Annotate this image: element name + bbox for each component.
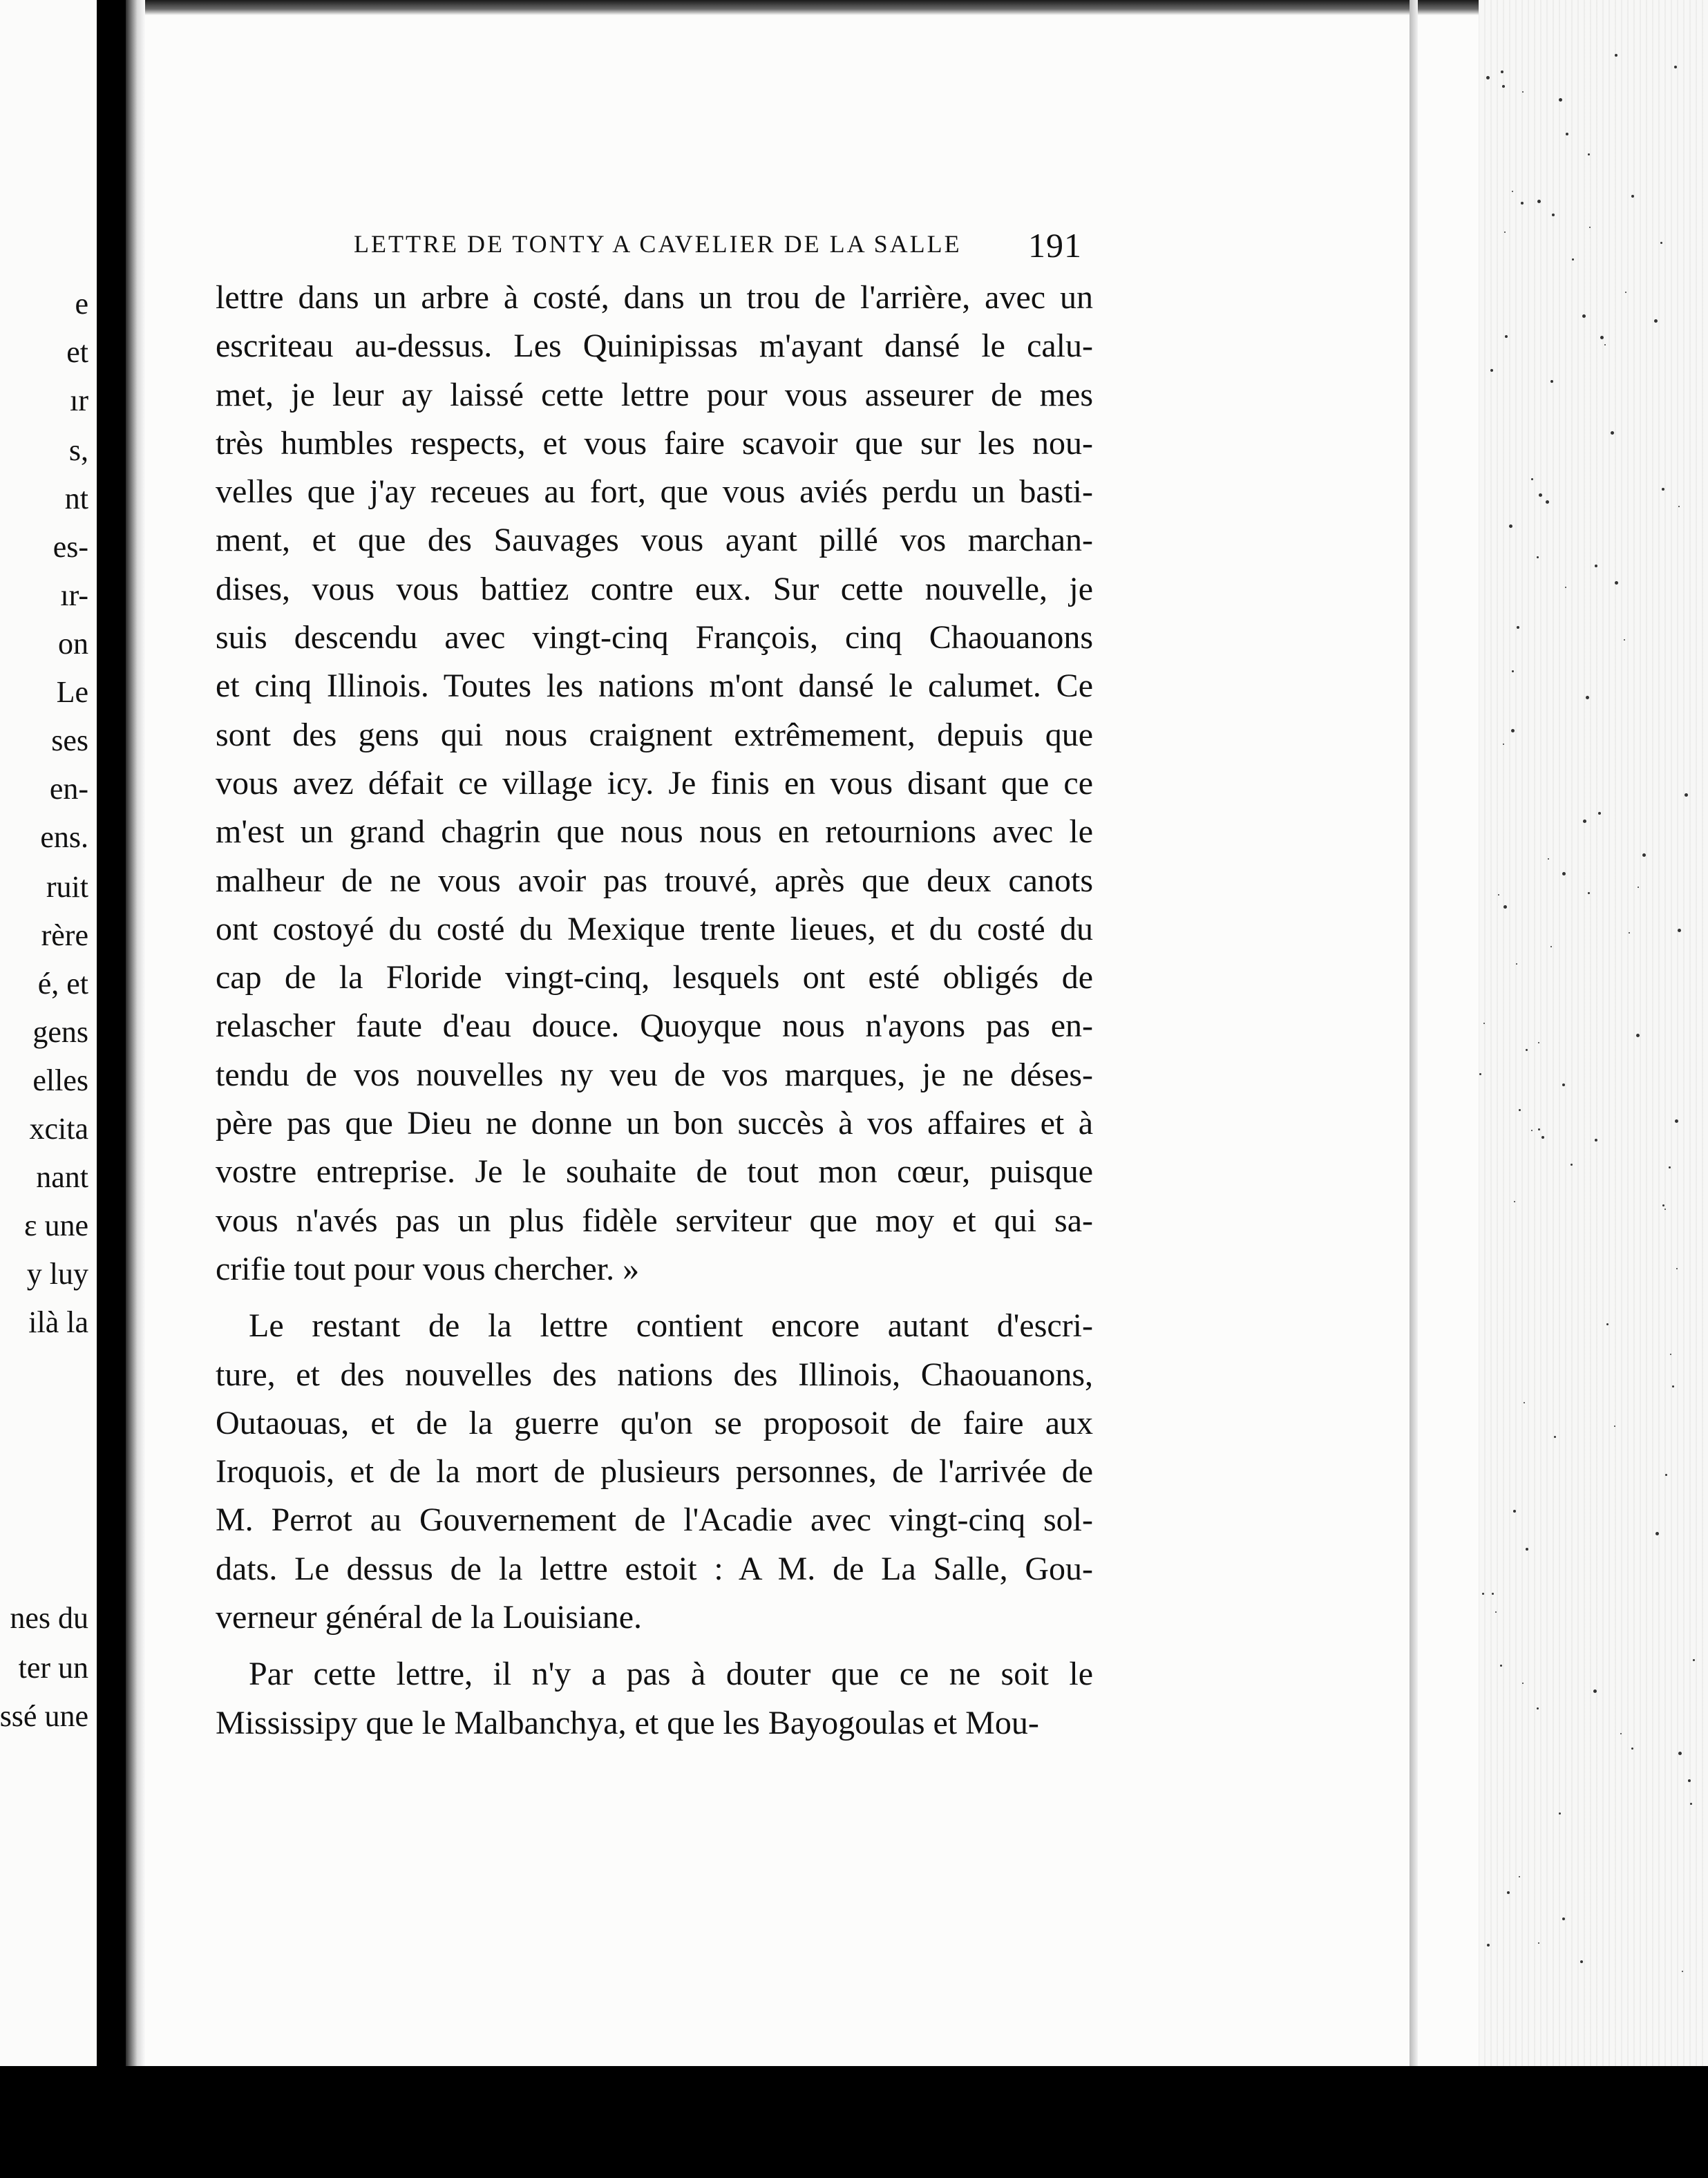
paper-speckle: [1537, 200, 1541, 203]
text-line: vous n'avés pas un plus fidèle serviteur que moy et qui sa-: [216, 1202, 1093, 1239]
left-page-line-fragment: ter un: [18, 1651, 88, 1685]
paper-speckle: [1490, 369, 1493, 372]
paper-speckle: [1522, 91, 1524, 93]
paper-speckle: [1500, 1665, 1502, 1667]
left-page-line-fragment: ses: [51, 723, 88, 757]
paper-speckle: [1483, 1023, 1485, 1024]
paper-speckle: [1595, 565, 1597, 567]
paper-speckle: [1614, 1426, 1615, 1427]
paper-speckle: [1678, 1752, 1682, 1755]
left-page-line-fragment: é, et: [37, 967, 88, 1001]
left-page-line-fragment: ssé une: [0, 1699, 88, 1733]
paper-speckle: [1479, 1073, 1481, 1075]
left-page-line-fragment: nes du: [10, 1601, 88, 1635]
text-line: velles que j'ay receues au fort, que vous aviés perdu un basti-: [216, 473, 1093, 511]
paper-speckle: [1505, 335, 1508, 338]
left-page-line-fragment: ır: [70, 383, 88, 417]
paper-speckle: [1586, 696, 1589, 699]
paper-speckle: [1682, 1971, 1683, 1972]
left-page-line-fragment: xcita: [29, 1112, 88, 1146]
paper-speckle: [1566, 133, 1568, 135]
paper-speckle: [1538, 1128, 1540, 1130]
paper-speckle: [1512, 191, 1513, 192]
paper-speckle: [1600, 336, 1604, 339]
paper-speckle: [1501, 70, 1503, 73]
paper-speckle: [1685, 793, 1688, 797]
left-page-line-fragment: ilà la: [28, 1305, 88, 1339]
text-line: met, je leur ay laissé cette lettre pour vous asseurer de mes: [216, 376, 1093, 413]
text-line: tendu de vos nouvelles ny veu de vos marques, je ne déses-: [216, 1056, 1093, 1093]
left-page-line-fragment: et: [66, 335, 88, 369]
paper-speckle: [1670, 1354, 1671, 1355]
left-page-line-fragment: y luy: [26, 1257, 88, 1291]
left-page-line-fragment: ens.: [40, 820, 88, 854]
paper-speckle: [1550, 380, 1553, 383]
paper-speckle: [1486, 76, 1490, 79]
paper-speckle: [1593, 1689, 1597, 1693]
paper-speckle: [1539, 493, 1542, 497]
paper-speckle: [1598, 812, 1601, 815]
paper-speckle: [1588, 892, 1590, 894]
text-line: sont des gens qui nous craignent extrêmement, depuis que: [216, 716, 1093, 753]
stack-shadow: [1410, 0, 1418, 2066]
paper-speckle: [1606, 1323, 1609, 1325]
paper-speckle: [1526, 1548, 1528, 1551]
left-page-line-fragment: s,: [68, 433, 88, 467]
paper-speckle: [1620, 1733, 1622, 1734]
paragraph: [216, 274, 1093, 1294]
paper-speckle: [1654, 319, 1658, 323]
paper-speckle: [1519, 1109, 1521, 1111]
paper-speckle: [1688, 1779, 1691, 1782]
paper-speckle: [1546, 500, 1549, 504]
paper-speckle: [1642, 853, 1646, 857]
paper-speckle: [1495, 1611, 1497, 1613]
paper-speckle: [1624, 639, 1625, 641]
paper-speckle: [1664, 1209, 1666, 1210]
paper-speckle: [1537, 1707, 1539, 1710]
text-line: vostre entreprise. Je le souhaite de tout mon cœur, puisque: [216, 1153, 1093, 1191]
paper-speckle: [1517, 626, 1519, 629]
text-line: ment, et que des Sauvages vous ayant pillé vos marchan-: [216, 522, 1093, 559]
text-line: très humbles respects, et vous faire scavoir que sur les nou-: [216, 424, 1093, 462]
paper-speckle: [1672, 1385, 1674, 1388]
left-page-line-fragment: e: [75, 287, 88, 321]
paper-speckle: [1595, 1139, 1597, 1142]
paper-speckle: [1669, 1166, 1671, 1168]
text-line: relascher faute d'eau douce. Quoyque nous n'ayons pas en-: [216, 1007, 1093, 1045]
left-page-line-fragment: ε une: [23, 1209, 88, 1242]
text-line: malheur de ne vous avoir pas trouvé, après que deux canots: [216, 862, 1093, 899]
text-line: lettre dans un arbre à costé, dans un trou de l'arrière, avec un: [216, 279, 1093, 316]
page-top-edge: [145, 0, 1479, 15]
paper-speckle: [1562, 1917, 1565, 1920]
paper-speckle: [1636, 1034, 1640, 1037]
paper-speckle: [1583, 820, 1586, 823]
text-line: verneur général de la Louisiane.: [216, 1599, 643, 1636]
paragraph: [216, 1302, 1093, 1642]
text-line: cap de la Floride vingt-cinq, lesquels ont esté obligés de: [216, 959, 1093, 996]
previous-page-fragment: [0, 0, 97, 2066]
text-line: ture, et des nouvelles des nations des Illinois, Chaouanons,: [216, 1356, 1093, 1393]
paper-speckle: [1580, 1960, 1583, 1963]
text-line: vous avez défait ce village icy. Je finis en vous disant que ce: [216, 764, 1093, 802]
left-page-line-fragment: nant: [36, 1160, 88, 1194]
left-page-line-fragment: en-: [49, 772, 88, 806]
paper-speckle: [1674, 66, 1677, 68]
paragraph-gap: [216, 1294, 1093, 1302]
text-line: Outaouas, et de la guerre qu'on se proposoit de faire aux: [216, 1404, 1093, 1441]
left-page-line-fragment: elles: [32, 1063, 88, 1097]
paper-speckle: [1503, 905, 1507, 909]
paper-speckle: [1615, 54, 1617, 57]
paper-speckle: [1559, 1812, 1561, 1815]
paper-speckle: [1675, 1119, 1678, 1123]
paper-speckle: [1519, 1876, 1520, 1877]
left-page-line-fragment: gens: [32, 1015, 88, 1049]
text-line: et cinq Illinois. Toutes les nations m'ont dansé le calumet. Ce: [216, 667, 1093, 705]
paragraph: [216, 1650, 1093, 1748]
page-curl-shadow: [126, 0, 145, 2066]
left-page-line-fragment: on: [58, 627, 88, 661]
text-line: père pas que Dieu ne donne un bon succès à vos affaires et à: [216, 1105, 1093, 1142]
paper-speckle: [1562, 872, 1566, 875]
book-gutter: [97, 0, 126, 2066]
paper-speckle: [1504, 231, 1506, 233]
text-line: M. Perrot au Gouvernement de l'Acadie avec vingt-cinq sol-: [216, 1502, 1093, 1539]
paper-speckle: [1512, 670, 1514, 672]
paper-speckle: [1678, 506, 1680, 507]
body-text: [216, 274, 1093, 1748]
paper-speckle: [1638, 887, 1639, 888]
paper-speckle: [1507, 1891, 1510, 1894]
paper-speckle: [1631, 195, 1634, 198]
paper-speckle: [1552, 214, 1555, 216]
paper-speckle: [1541, 1136, 1544, 1139]
paper-speckle: [1588, 153, 1590, 155]
paper-speckle: [1502, 85, 1505, 88]
paper-speckle: [1559, 98, 1562, 102]
paper-speckle: [1531, 478, 1533, 480]
text-line: Iroquois, et de la mort de plusieurs personnes, de l'arrivée de: [216, 1453, 1093, 1490]
paper-speckle: [1554, 1436, 1556, 1438]
paper-speckle: [1509, 524, 1512, 528]
paper-speckle: [1521, 202, 1524, 205]
scan-background: [0, 2066, 1708, 2178]
paper-speckle: [1562, 1083, 1565, 1086]
paper-speckle: [1498, 894, 1499, 896]
paper-speckle: [1572, 258, 1574, 261]
paper-speckle: [1589, 227, 1591, 228]
paper-speckle: [1531, 1130, 1533, 1131]
paper-speckle: [1631, 1748, 1633, 1750]
paper-speckle: [1537, 556, 1539, 558]
text-line: suis descendu avec vingt-cinq François, cinq Chaouanons: [216, 619, 1093, 656]
left-page-line-fragment: rère: [41, 918, 88, 952]
paper-speckle: [1629, 932, 1630, 934]
paper-speckle: [1511, 729, 1515, 732]
left-page-line-fragment: ruit: [46, 870, 88, 904]
paper-speckle: [1503, 744, 1504, 745]
text-line: dises, vous vous battiez contre eux. Sur cette nouvelle, je: [216, 570, 1093, 607]
paper-speckle: [1660, 242, 1662, 244]
paragraph-gap: [216, 1642, 1093, 1650]
paper-speckle: [1526, 1049, 1528, 1051]
paper-speckle: [1655, 1532, 1659, 1535]
paper-speckle: [1693, 1659, 1695, 1661]
text-line: ont costoyé du costé du Mexique trente lieues, et du costé du: [216, 910, 1093, 947]
paper-speckle: [1538, 1942, 1539, 1944]
paper-speckle: [1516, 963, 1517, 965]
paper-speckle: [1482, 1593, 1484, 1595]
text-line: dats. Le dessus de la lettre estoit : A M. de La Salle, Gou-: [216, 1550, 1093, 1587]
paper-speckle: [1690, 1803, 1692, 1805]
paper-speckle: [1611, 431, 1614, 435]
left-page-line-fragment: ır-: [60, 578, 88, 612]
left-page-line-fragment: nt: [64, 482, 88, 515]
text-line: Par cette lettre, il n'y a pas à douter que ce ne soit le: [249, 1656, 1093, 1693]
paper-speckle: [1514, 1201, 1515, 1202]
text-line: m'est un grand chagrin que nous nous en retournions avec le: [216, 813, 1093, 851]
paper-speckle: [1522, 1683, 1524, 1684]
text-line: Le restant de la lettre contient encore autant d'escri-: [249, 1307, 1093, 1345]
text-line: Mississipy que le Malbanchya, et que les Bayogoulas et Mou-: [216, 1704, 1039, 1741]
paper-speckle: [1565, 587, 1566, 588]
left-page-line-fragment: es-: [53, 530, 88, 564]
paper-speckle: [1513, 1510, 1516, 1513]
text-line: crifie tout pour vous chercher. »: [216, 1250, 640, 1287]
paper-speckle: [1538, 1042, 1539, 1043]
paper-speckle: [1625, 292, 1626, 293]
page-number: 191: [1028, 226, 1082, 265]
paper-speckle: [1582, 314, 1586, 318]
text-line: escriteau au-dessus. Les Quinipissas m'ayant dansé le calu-: [216, 328, 1093, 365]
paper-speckle: [1678, 929, 1681, 932]
paper-speckle: [1487, 1944, 1490, 1947]
paper-speckle: [1662, 1204, 1664, 1206]
left-page-line-fragment: Le: [56, 675, 88, 709]
paper-speckle: [1524, 1402, 1525, 1403]
running-head: LETTRE DE TONTY A CAVELIER DE LA SALLE: [354, 230, 962, 258]
paper-speckle: [1665, 1474, 1667, 1476]
paper-speckle: [1604, 344, 1606, 345]
paper-speckle: [1548, 858, 1549, 860]
paper-speckle: [1615, 581, 1618, 585]
paper-speckle: [1571, 1164, 1573, 1166]
paper-speckle: [1676, 1268, 1678, 1269]
paper-speckle: [1550, 946, 1552, 947]
paper-speckle: [1662, 488, 1664, 491]
paper-speckle: [1492, 1593, 1494, 1595]
